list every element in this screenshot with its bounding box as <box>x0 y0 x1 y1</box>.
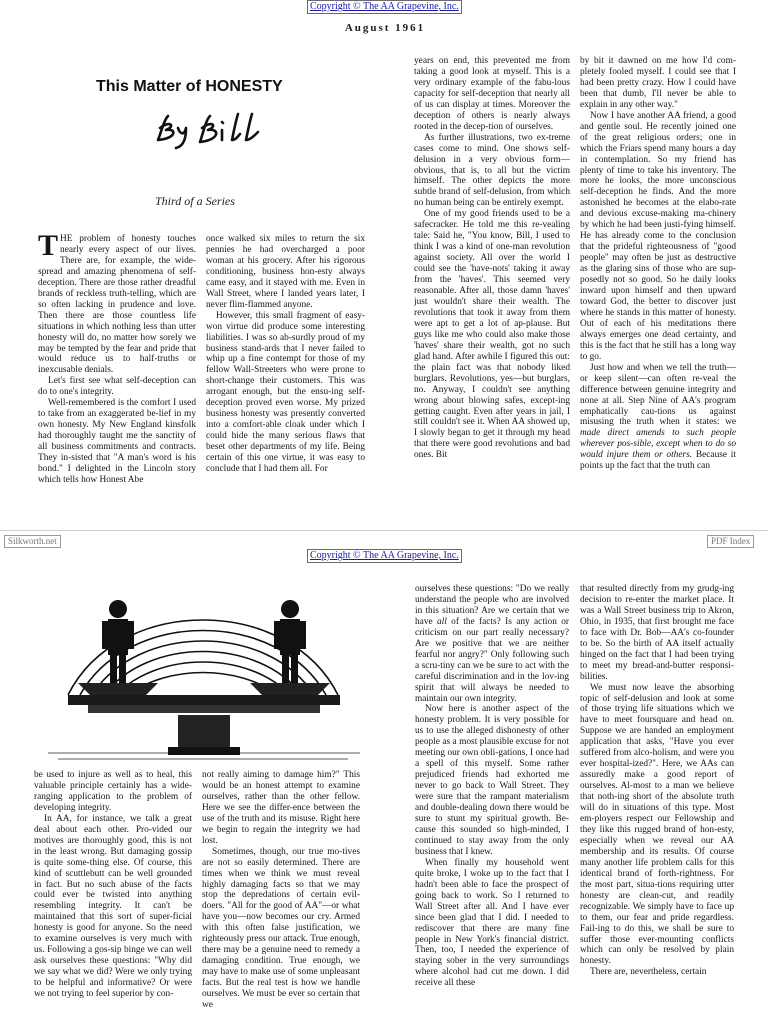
paragraph: be used to injure as well as to heal, this valuable principle certainly has a wide-ranging application to the problem of developing integrity. <box>34 770 192 813</box>
paragraph: HE problem of honesty touches nearly every aspect of our lives. There are, for example, the wide-spread and amazing phenomena of self-deception. There are those rather dreadful brands of reckless truth-telling, which are so often lacking in prudence and love. Then there are those countless life situations in which nothing less than utter honesty will do, no matter how sorely we may be tempted by the fear and pride that would reduce us to half-truths or inexcusable denials. <box>38 234 196 376</box>
paragraph: As further illustrations, two ex-treme cases come to mind. One shows self-delusion in a very obvious form—obvious, that is, to all but the victim himself. The other depicts the more subtle brand of self-delusion, from which no human being can be entirely exempt. <box>414 132 570 209</box>
drop-cap: T <box>38 234 59 262</box>
italic-word: all <box>436 616 447 627</box>
paragraph: Now I have another AA friend, a good and gentle soul. He recently joined one of the great religious orders; one in which the Friars spend many hours a day in contemplation. So my friend has plenty of time to take his inventory. The more he looks, the more unconscious self-deception he finds. And the more astonished he becomes at the elabo-rate and devious excuse-making ma-chinery by which he had been justi-fying himself. He has already come to the conclusion that the prideful righteousness of "good people" may often be just as destructive as the glaring sins of those who are sup-posedly not so good. So he daily looks inward upon himself and then upward toward God, the better to discover just where he stands in this matter of honesty. Out of each of his meditations there always emerges one dead certainty, and this is the fact that he still has a long way to go. <box>580 110 736 362</box>
paragraph: One of my good friends used to be a safecracker. He told me this re-vealing tale: Said he, "You know, Bill, I used to think I was a kind of one-man revolution against society. All over the world I could see the 'have-nots' taking it away from the 'haves'. This seemed very reasonable. After all, those damn 'haves' just wouldn't share their wealth. The revolutions that took it away from them were apt to get a lot of ap-plause. But guys like me who could also make those 'haves' share their wealth, got no such glad hand. After awhile I figured this out: the plain fact was that nobody liked burglars. Revolutions, yes—but burglars, no. Anyway, I couldn't see anything wrong about blowing safes, except-ing getting caught. Even after years in jail, I still couldn't see it. When AA showed up, I slowly began to get it through my head that there were good revolutions and bad ones. Bit <box>414 209 570 461</box>
page1-column-2 <box>206 234 365 524</box>
paragraph: We must now leave the absorbing topic of self-delusion and look at some of those trying life situations which we have to meet foursquare and head on. Suppose we are handed an employment application that asks, "Have you ever suffered from alco-holism, and were you ever hospital-ized?". Here, we AAs can assuredly make a good report of ourselves. Al-most to a man we believe that noth-ing short of the absolute truth will do in situations of this type. Most em-ployers respect our Fellowship and they like this rugged brand of hon-esty, especially when we reveal our AA membership and its results. Of course many another life problem calls for this identical brand of forth-rightness. For the most part, situa-tions requiring utter honesty are clean-cut, and readily recognizable. We simply have to face up to them, our fear and pride regardless. Fail-ing to do this, we shall be sure to suffer those ever-mounting conflicts which can only be resolved by plain honesty. <box>580 682 734 967</box>
paragraph: once walked six miles to return the six pennies he had overcharged a poor woman at his grocery. After his rigorous conditioning, business hon-esty always came easy, and it stayed with me. Even in Wall Street, where I landed years later, I never flim-flammed anyone. <box>206 234 365 310</box>
page2-column-1 <box>34 770 192 1024</box>
copyright-link-top[interactable]: Copyright © The AA Grapevine, Inc. <box>307 0 462 14</box>
paragraph: ourselves these questions: "Do we really understand the people who are involved in this situation? Are we certain that we have all of the facts? Is any action or criticism on our part really necessary? Are we positive that we are neither fearful nor angry?" Only following such a scru-tiny can we be sure to act with the careful discrimination and in the lov-ing spirit that will always be needed to maintain our own integrity. <box>415 584 569 704</box>
issue-date: August 1961 <box>344 22 426 34</box>
paragraph: In AA, for instance, we talk a great deal about each other. Pro-vided our motives are thoroughly good, this is not in the least wrong. But damaging gossip is quite some-thing else. Of course, this kind of scuttlebutt can be well grounded in fact. But no such abuse of the facts could ever be twisted into anything resembling integrity. It can't be maintained that this sort of super-ficial honesty is good for anyone. So the need to examine ourselves is very much with us. Following a gos-sip binge we can well ask ourselves these questions: "Why did we say what we did? Were we only trying to be helpful and informative? Or were we not trying to feel superior by con- <box>34 813 192 1000</box>
page2-column-2 <box>202 770 360 1024</box>
paragraph: When finally my household went quite broke, I woke up to the fact that I hadn't been able to face the prospect of going back to work. So I returned to Wall Street after all. And I have ever since been glad that I did. I needed to rediscover that there are many fine people in New York's financial district. Then, too, I needed the experience of staying sober in the very surroundings where alcohol had cut me down. I did receive all these <box>415 857 569 989</box>
paragraph: Let's first see what self-deception can do to one's integrity. <box>38 376 196 398</box>
page2-column-3 <box>415 584 569 1024</box>
balance-scale-illustration <box>28 575 380 765</box>
paragraph: Now here is another aspect of the honesty problem. It is very possible for us to use the alleged dishonesty of other people as a most plausible excuse for not meeting our own obli-gations, I once had a spell of this myself. Some rather prejudiced friends had exhorted me never to go back to Wall Street. They were sure that the rampant materialism and double-dealing down there would be sure to stunt my spiritual growth. Be-cause this sounded so high-minded, I continued to stay away from the only business that I knew. <box>415 704 569 857</box>
paragraph: by bit it dawned on me how I'd com-pletely fooled myself. I could see that I had been pretty crazy. How I could have been that dumb, I'll never be able to explain in any other way." <box>580 56 736 110</box>
paragraph: Sometimes, though, our true mo-tives are not so easily determined. There are times when we think we must reveal highly damaging facts so that we may stop the depredations of certain evil-doers. "All for the good of AA"—or what have you—now becomes our cry. Armed with this often false justification, we righteously press our attack. True enough, there may be a genuine need to remedy a damaging condition. True enough, we may have to make use of some unpleasant facts. But the real test is how we handle ourselves. We must be ever so certain that we <box>202 846 360 1011</box>
paragraph: However, this small fragment of easy-won virtue did produce some interesting liabilities. I was so ab-surdly proud of my business stand-ards that I never failed to whip up a fine contempt for those of my fellow Wall-Streeters who were prone to short-change their customers. This was arrogant enough, but the ensu-ing self-deception proved even worse. My prized business honesty was presently converted into a comfort-able cloak under which I could hide the many serious flaws that beset other departments of my life. Being certain of this one virtue, it was easy to conclude that I had them all. For <box>206 310 365 475</box>
signature-by-bill <box>150 110 262 150</box>
article-title: This Matter of HONESTY <box>96 78 283 95</box>
page2-column-4 <box>580 584 734 1024</box>
paragraph: not really aiming to damage him?" This would be an honest attempt to examine ourselves, rather than the other fellow. Here we see the differ-ence between the use of the truth and its misuse. Right here we begin to regain the integrity we had lost. <box>202 770 360 846</box>
series-subtitle: Third of a Series <box>155 194 235 208</box>
page1-column-3 <box>414 56 570 524</box>
page1-column-4 <box>580 56 736 524</box>
paragraph: Just how and when we tell the truth—or keep silent—can often re-veal the difference between genuine integrity and none at all. Step Nine of AA's program emphatically cau-tions us against misusing the truth when it states: we made direct amends to such people wherever pos-sible, except when to do so would injure them or others. Because it points up the fact that the truth can <box>580 362 736 472</box>
copyright-link-page2[interactable]: Copyright © The AA Grapevine, Inc. <box>307 549 462 563</box>
silkworth-link[interactable]: Silkworth.net <box>4 535 61 548</box>
page-divider <box>0 530 768 531</box>
italic-quote: made direct amends to such people wherever pos-sible, except when to do so would injure them or others. <box>580 428 736 461</box>
paragraph: There are, nevertheless, certain <box>590 967 707 978</box>
paragraph: that resulted directly from my grudg-ing decision to re-enter the market place. It was a Wall Street business trip to Akron, Ohio, in 1935, that first brought me face to face with Dr. Bob—AA's co-founder to be. So the birth of AA itself actually hinged on the fact that I had been trying to meet my bread-and-butter responsi-bilities. <box>580 584 734 682</box>
paragraph: years on end, this prevented me from taking a good look at myself. This is a very ordinary example of the fabu-lous capacity for self-deception that nearly all of us can display at times. Moreover the deception of others is nearly always rooted in the decep-tion of ourselves. <box>414 56 570 132</box>
paragraph: Well-remembered is the comfort I used to take from an exaggerated be-lief in my own honesty. My New England kinsfolk had thoroughly taught me the sanctity of all business commitments and contracts. They in-sisted that "A man's word is his bond." I delighted in the Lincoln story which tells how Honest Abe <box>38 398 196 485</box>
pdf-index-link[interactable]: PDF Index <box>707 535 754 548</box>
page1-column-1 <box>38 234 196 524</box>
